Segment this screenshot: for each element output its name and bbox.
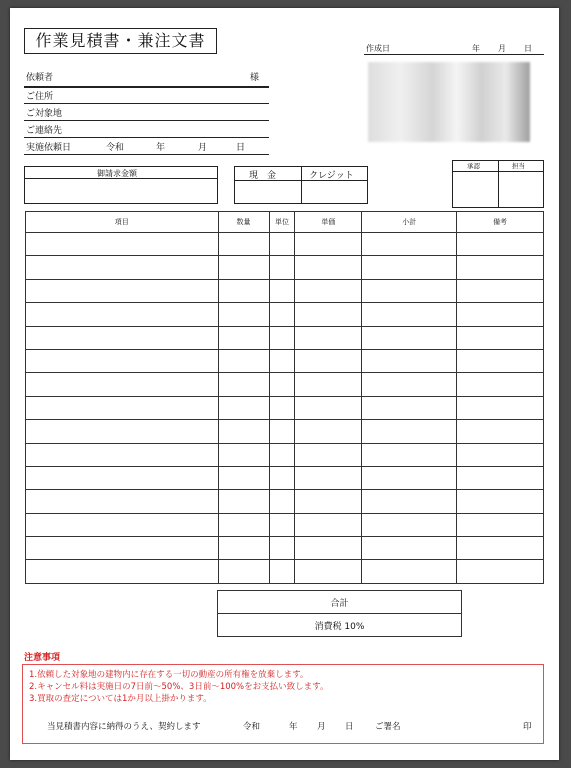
items-table <box>25 211 544 584</box>
created-year: 年 <box>472 44 480 53</box>
table-cell[interactable] <box>362 420 457 443</box>
col-quantity: 数量 <box>218 212 269 233</box>
table-cell[interactable] <box>457 233 544 256</box>
table-cell[interactable] <box>295 396 362 419</box>
table-cell[interactable] <box>26 279 219 302</box>
table-cell[interactable] <box>269 326 295 349</box>
table-cell[interactable] <box>362 256 457 279</box>
table-cell[interactable] <box>457 420 544 443</box>
table-cell[interactable] <box>26 326 219 349</box>
notice-line-2: 2.キャンセル料は実施日の7日前～50%、3日前～100%をお支払い致します。 <box>29 682 329 692</box>
table-cell[interactable] <box>457 466 544 489</box>
table-cell[interactable] <box>26 513 219 536</box>
table-cell[interactable] <box>26 466 219 489</box>
table-cell[interactable] <box>362 326 457 349</box>
table-cell[interactable] <box>457 303 544 326</box>
notice-line-1: 1.依頼した対象地の建物内に存在する一切の動産の所有権を放棄します。 <box>29 670 309 680</box>
table-cell[interactable] <box>269 373 295 396</box>
requester-label: 依頼者 <box>26 73 54 83</box>
table-cell[interactable] <box>269 537 295 560</box>
table-cell[interactable] <box>457 349 544 372</box>
table-cell[interactable] <box>295 303 362 326</box>
table-cell[interactable] <box>362 373 457 396</box>
seal-label: 印 <box>523 722 532 732</box>
table-cell[interactable] <box>295 560 362 583</box>
table-cell[interactable] <box>269 560 295 583</box>
created-day: 日 <box>524 44 532 53</box>
table-cell[interactable] <box>218 443 269 466</box>
table-cell[interactable] <box>295 466 362 489</box>
table-row <box>26 303 544 326</box>
table-cell[interactable] <box>362 537 457 560</box>
request-day: 日 <box>236 143 246 153</box>
request-date-label: 実施依頼日 <box>26 143 72 153</box>
target-location-line <box>24 120 269 121</box>
address-label: ご住所 <box>26 92 54 102</box>
table-cell[interactable] <box>269 466 295 489</box>
table-cell[interactable] <box>362 303 457 326</box>
table-cell[interactable] <box>457 560 544 583</box>
table-cell[interactable] <box>457 279 544 302</box>
table-header-row <box>26 212 544 233</box>
table-cell[interactable] <box>269 513 295 536</box>
table-cell[interactable] <box>295 537 362 560</box>
table-cell[interactable] <box>269 443 295 466</box>
table-cell[interactable] <box>362 560 457 583</box>
table-row <box>26 349 544 372</box>
payment-method-box <box>234 166 368 204</box>
table-row <box>26 537 544 560</box>
created-date-line <box>364 54 544 55</box>
table-row <box>26 326 544 349</box>
table-cell[interactable] <box>269 420 295 443</box>
table-cell[interactable] <box>295 490 362 513</box>
table-cell[interactable] <box>295 233 362 256</box>
table-cell[interactable] <box>26 396 219 419</box>
table-cell[interactable] <box>26 420 219 443</box>
created-month: 月 <box>498 44 506 53</box>
table-row <box>26 279 544 302</box>
address-line <box>24 103 269 104</box>
table-cell[interactable] <box>218 279 269 302</box>
table-cell[interactable] <box>457 443 544 466</box>
table-cell[interactable] <box>269 490 295 513</box>
table-cell[interactable] <box>295 513 362 536</box>
estimate-order-form <box>10 8 559 760</box>
honorific: 様 <box>250 73 260 83</box>
form-title: 作業見積書・兼注文書 <box>24 28 217 54</box>
table-cell[interactable] <box>295 326 362 349</box>
table-cell[interactable] <box>218 396 269 419</box>
approval-box <box>452 160 544 208</box>
table-cell[interactable] <box>26 233 219 256</box>
table-row <box>26 233 544 256</box>
table-row <box>26 256 544 279</box>
person-in-charge-label: 担当 <box>512 162 525 170</box>
agreement-text: 当見積書内容に納得のうえ、契約します <box>47 722 201 732</box>
agreement-year: 年 <box>289 722 298 732</box>
billing-amount-box <box>24 166 218 204</box>
cash-option[interactable]: 現 金 <box>249 171 277 181</box>
table-cell[interactable] <box>218 303 269 326</box>
table-cell[interactable] <box>295 443 362 466</box>
table-cell[interactable] <box>218 420 269 443</box>
contact-line <box>24 137 269 138</box>
table-cell[interactable] <box>362 466 457 489</box>
notice-box <box>22 664 544 744</box>
table-row <box>26 560 544 583</box>
table-cell[interactable] <box>269 349 295 372</box>
table-row <box>26 396 544 419</box>
table-cell[interactable] <box>362 443 457 466</box>
contact-label: ご連絡先 <box>26 126 63 136</box>
agreement-month: 月 <box>317 722 326 732</box>
notice-line-3: 3.買取の査定については1か月以上掛かります。 <box>29 694 212 704</box>
approve-label: 承認 <box>467 162 480 170</box>
totals-table <box>217 590 462 637</box>
billing-amount-label: 御請求金額 <box>97 169 137 178</box>
credit-option[interactable]: クレジット <box>309 171 354 181</box>
table-cell[interactable] <box>218 466 269 489</box>
signature-label: ご署名 <box>375 722 401 732</box>
table-cell[interactable] <box>295 279 362 302</box>
table-cell[interactable] <box>457 537 544 560</box>
table-cell[interactable] <box>218 490 269 513</box>
table-cell[interactable] <box>457 326 544 349</box>
col-unit: 単位 <box>269 212 295 233</box>
col-unit-price: 単価 <box>295 212 362 233</box>
notice-title: 注意事項 <box>24 653 61 663</box>
col-remarks: 備考 <box>457 212 544 233</box>
table-row <box>26 443 544 466</box>
table-cell[interactable] <box>269 256 295 279</box>
table-cell[interactable] <box>26 349 219 372</box>
table-cell[interactable] <box>218 326 269 349</box>
table-cell[interactable] <box>295 256 362 279</box>
table-cell[interactable] <box>457 490 544 513</box>
table-cell[interactable] <box>26 490 219 513</box>
table-cell[interactable] <box>26 560 219 583</box>
agreement-era: 令和 <box>243 722 261 732</box>
request-date-line <box>24 154 269 155</box>
table-cell[interactable] <box>457 396 544 419</box>
table-cell[interactable] <box>218 537 269 560</box>
table-cell[interactable] <box>457 256 544 279</box>
table-row <box>26 490 544 513</box>
table-cell[interactable] <box>362 513 457 536</box>
table-cell[interactable] <box>218 560 269 583</box>
table-cell[interactable] <box>218 256 269 279</box>
table-cell[interactable] <box>26 303 219 326</box>
table-row <box>26 420 544 443</box>
request-year: 年 <box>156 143 166 153</box>
table-cell[interactable] <box>269 233 295 256</box>
table-cell[interactable] <box>218 513 269 536</box>
table-row <box>26 466 544 489</box>
request-era: 令和 <box>106 143 125 153</box>
col-subtotal: 小計 <box>362 212 457 233</box>
table-cell[interactable] <box>26 256 219 279</box>
table-cell[interactable] <box>269 279 295 302</box>
table-cell[interactable] <box>218 233 269 256</box>
table-cell[interactable] <box>218 349 269 372</box>
table-cell[interactable] <box>218 373 269 396</box>
table-cell[interactable] <box>362 396 457 419</box>
table-cell[interactable] <box>457 373 544 396</box>
requester-line <box>24 86 269 88</box>
table-cell[interactable] <box>362 490 457 513</box>
table-row <box>26 513 544 536</box>
tax-cell: 消費税 10% <box>218 614 462 637</box>
table-cell[interactable] <box>26 443 219 466</box>
table-cell[interactable] <box>26 537 219 560</box>
table-cell[interactable] <box>295 420 362 443</box>
agreement-day: 日 <box>345 722 354 732</box>
redacted-company-info <box>368 62 530 142</box>
table-cell[interactable] <box>26 373 219 396</box>
target-location-label: ご対象地 <box>26 109 63 119</box>
table-cell[interactable] <box>362 233 457 256</box>
table-cell[interactable] <box>269 303 295 326</box>
table-cell[interactable] <box>269 396 295 419</box>
table-cell[interactable] <box>295 349 362 372</box>
total-cell: 合計 <box>218 591 462 614</box>
created-date-label: 作成日 <box>366 44 390 53</box>
table-row <box>26 373 544 396</box>
request-month: 月 <box>198 143 208 153</box>
col-item: 項目 <box>26 212 219 233</box>
table-cell[interactable] <box>362 349 457 372</box>
table-cell[interactable] <box>295 373 362 396</box>
table-cell[interactable] <box>457 513 544 536</box>
table-cell[interactable] <box>362 279 457 302</box>
